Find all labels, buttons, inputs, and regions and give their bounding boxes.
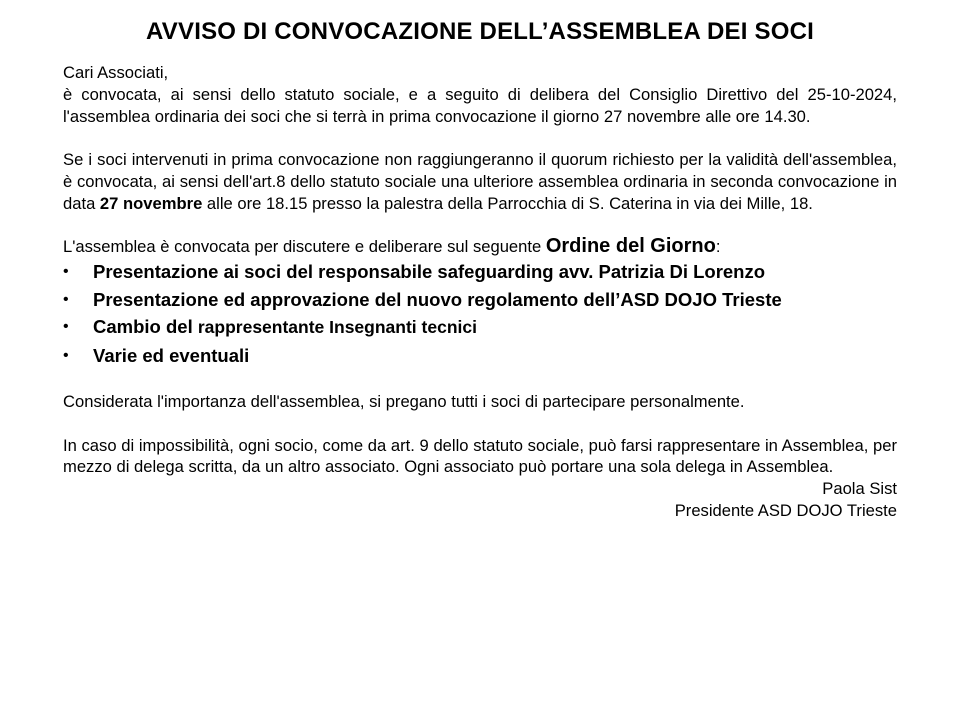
- agenda-heading: Ordine del Giorno: [545, 235, 716, 258]
- paragraph-proxy: In caso di impossibilità, ogni socio, come da art. 9 dello statuto sociale, può farsi rappresentare in Assemblea, per mezzo di delega scritta, da un altro associato. Ogni associato può portare una sola delega in Assemblea.: [63, 435, 897, 477]
- spacer: [63, 369, 897, 391]
- agenda-intro-text: L'assemblea è convocata per discutere e deliberare sul seguente: [63, 237, 546, 257]
- agenda-item: [63, 286, 897, 314]
- spacer: [63, 127, 897, 149]
- signature-name: Paola Sist: [822, 479, 897, 499]
- agenda-item-text: Varie ed eventuali: [93, 344, 250, 366]
- agenda-item-text: Cambio del: [93, 316, 198, 338]
- agenda-item-text: Presentazione ai soci del responsabile safeguarding avv. Patrizia Di Lorenzo: [93, 261, 766, 283]
- bullet-icon: •: [63, 290, 69, 308]
- agenda-list: [63, 258, 897, 369]
- date-bold: 27 novembre: [99, 193, 203, 213]
- signature-role: Presidente ASD DOJO Trieste: [674, 500, 897, 520]
- greeting: Cari Associati,: [63, 63, 169, 82]
- agenda-item: [63, 258, 897, 286]
- paragraph-second-convocation-text-end: alle ore 18.15 presso la palestra della Parrocchia di S. Caterina in via dei Mille, 18.: [202, 193, 813, 213]
- bullet-icon: •: [63, 263, 69, 281]
- agenda-item-text-cont: rappresentante Insegnanti tecnici: [197, 317, 477, 338]
- paragraph-second-convocation-text: Se i soci intervenuti in prima convocazione non raggiungeranno il quorum richiesto per la validità dell'assemblea, è convocata, ai sensi dell'art.8 dello statuto sociale una ulteriore assemblea ordinaria in seconda convocazione in data: [63, 150, 897, 213]
- bullet-icon: •: [63, 346, 69, 364]
- paragraph-convocation: è convocata, ai sensi dello statuto sociale, e a seguito di delibera del Consiglio Direttivo del 25-10-2024, l'assemblea ordinaria dei soci che si terrà in prima convocazione il giorno 27 novembre alle ore 14.30.: [63, 84, 897, 126]
- paragraph-second-convocation: [63, 149, 897, 214]
- agenda-item: [63, 313, 897, 342]
- document-title: AVVISO DI CONVOCAZIONE DELL’ASSEMBLEA DEI SOCI: [146, 18, 814, 45]
- agenda-intro-colon: :: [715, 237, 721, 257]
- document-body: [63, 62, 897, 522]
- spacer: [63, 413, 897, 435]
- agenda-item-text: Presentazione ed approvazione del nuovo regolamento dell’ASD DOJO Trieste: [93, 288, 782, 310]
- paragraph-importance: Considerata l'importanza dell'assemblea, si pregano tutti i soci di partecipare personalmente.: [63, 391, 745, 411]
- agenda-item: [63, 342, 897, 370]
- spacer: [63, 215, 897, 237]
- agenda-intro: [63, 236, 897, 258]
- bullet-icon: •: [63, 318, 69, 336]
